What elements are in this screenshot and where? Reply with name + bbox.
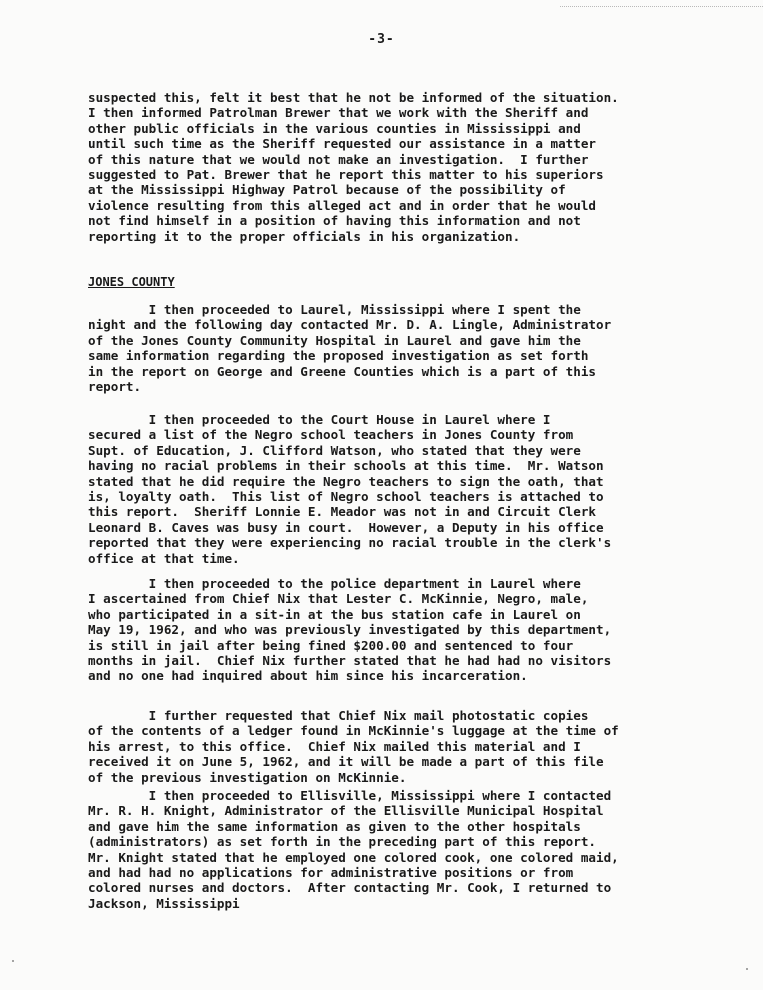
paragraph-court-house: I then proceeded to the Court House in Laurel where I secured a list of the Negro school teachers in Jones County from Supt. of Education, J. Clifford Watson, who stated that they were having no racial problems in their schools at this time. Mr. Watson stated that he did require the Negro teachers to sign the oath, that is, loyalty oath. This list of Negro school teachers is attached to this report. Sheriff Lonnie E. Meador was not in and Circuit Clerk Leonard B. Caves was busy in court. However, a Deputy in his office reported that they were experiencing no racial trouble in the clerk's office at that time. [88, 412, 612, 566]
paragraph-laurel-hospital: I then proceeded to Laurel, Mississippi where I spent the night and the following day contacted Mr. D. A. Lingle, Administrator of the Jones County Community Hospital in Laurel and gave him the same information regarding the proposed investigation as set forth in the report on George and Greene Counties which is a part of this report. [88, 302, 612, 395]
page-number: -3- [368, 32, 395, 47]
section-heading: JONES COUNTY [88, 275, 175, 289]
scan-speck [12, 960, 14, 962]
page-edge [560, 0, 763, 7]
paragraph-continued: suspected this, felt it best that he not be informed of the situation. I then informed Patrolman Brewer that we work with the Sheriff and other public officials in the various counties in Mississippi and until such time as the Sheriff requested our assistance in a matter of this nature that we would not make an investigation. I further suggested to Pat. Brewer that he report this matter to his superiors at the Mississippi Highway Patrol because of the possibility of violence resulting from this alleged act and in order that he would not find himself in a position of having this information and not reporting it to the proper officials in his organization. [88, 90, 619, 244]
paragraph-ellisville: I then proceeded to Ellisville, Mississippi where I contacted Mr. R. H. Knight, Administrator of the Ellisville Municipal Hospital and gave him the same information as given to the other hospitals (administrators) as set forth in the preceding part of this report. Mr. Knight stated that he employed one colored cook, one colored maid, and had had no applications for administrative positions or from colored nurses and doctors. After contacting Mr. Cook, I returned to Jackson, Mississippi [88, 788, 619, 911]
paragraph-police-department: I then proceeded to the police department in Laurel where I ascertained from Chief Nix that Lester C. McKinnie, Negro, male, who participated in a sit-in at the bus station cafe in Laurel on May 19, 1962, and who was previously investigated by this department, is still in jail after being fined $200.00 and sentenced to four months in jail. Chief Nix further stated that he had had no visitors and no one had inquired about him since his incarceration. [88, 576, 612, 684]
paragraph-ledger-request: I further requested that Chief Nix mail photostatic copies of the contents of a ledger found in McKinnie's luggage at the time of his arrest, to this office. Chief Nix mailed this material and I received it on June 5, 1962, and it will be made a part of this file of the previous investigation on McKinnie. [88, 708, 619, 785]
scan-speck [746, 968, 748, 970]
